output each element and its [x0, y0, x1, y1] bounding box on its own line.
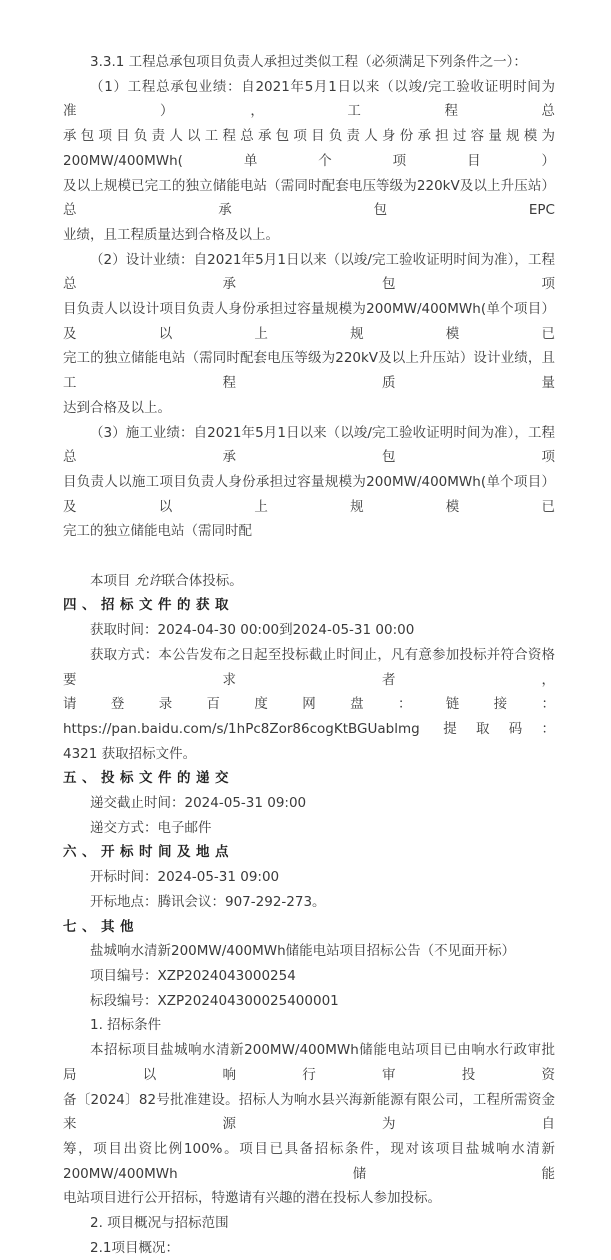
- submit-method-line: 递交方式：电子邮件: [90, 819, 212, 836]
- text-line: 目负责人以施工项目负责人身份承担过容量规模为200MW/400MWh(单个项目）及以上规模已: [63, 473, 555, 515]
- text-line: 完工的独立储能电站（需同时配: [63, 523, 252, 540]
- clause-3-3-1-line: 3.3.1 工程总承包项目负责人承担过类似工程（必须满足下列条件之一）：: [90, 54, 527, 70]
- project-overview-sub-line: 2.1项目概况：: [90, 1239, 179, 1256]
- submit-deadline-line: 递交截止时间：2024-05-31 09:00: [90, 795, 307, 812]
- text-line: 筹，项目出资比例100%。项目已具备招标条件，现对该项目盐城响水清新200MW/400MWh储能: [63, 1140, 555, 1182]
- bid-opening-location-line: 开标地点：腾讯会议：907-292-273。: [90, 893, 326, 910]
- text-line: 目负责人以设计项目负责人身份承担过容量规模为200MW/400MWh(单个项目）及以上规模已: [63, 301, 555, 342]
- text-line: 电站项目进行公开招标，特邀请有兴趣的潜在投标人参加投标。: [63, 1190, 441, 1207]
- text-line: 达到合格及以上。: [63, 399, 171, 416]
- text-line: 承包项目负责人以工程总承包项目负责人身份承担过容量规模为200MW/400MWh(单个项目）: [63, 128, 555, 169]
- section-6-heading: 六、开标时间及地点: [63, 844, 234, 861]
- project-overview-heading-line: 2. 项目概况与招标范围: [90, 1215, 229, 1232]
- section-4-heading: 四、招标文件的获取: [63, 597, 234, 614]
- tender-conditions-heading-line: 1. 招标条件: [90, 1017, 162, 1034]
- baidu-pan-link-line[interactable]: 请登录百度网盘：链接：https://pan.baidu.com/s/1hPc8Zor86cogKtBGUablmg 提取码：: [63, 696, 555, 737]
- text-line: 及以上规模已完工的独立储能电站（需同时配套电压等级为220kV及以上升压站）总承包EPC: [63, 177, 555, 219]
- emphasis-text: 允许: [134, 572, 162, 589]
- acquire-method-line: 获取方式：本公告发布之日起至投标截止时间止，凡有意参加投标并符合资格要求者，: [63, 646, 555, 688]
- acquire-time-line: 获取时间：2024-04-30 00:00到2024-05-31 00:00: [90, 622, 415, 639]
- text-line: 完工的独立储能电站（需同时配套电压等级为220kV及以上升压站）设计业绩，且工程质量: [63, 350, 555, 392]
- construction-performance-line: （3）施工业绩：自2021年5月1日以来（以竣/完工验收证明时间为准），工程总承包项: [63, 424, 555, 466]
- text-line: 备〔2024〕82号批准建设。招标人为响水县兴海新能源有限公司，工程所需资金来源为自: [63, 1091, 555, 1133]
- text-line: 本招标项目盐城响水清新200MW/400MWh储能电站项目已由响水行政审批局以响行审投资: [63, 1042, 555, 1083]
- text-line: 业绩，且工程质量达到合格及以上。: [63, 226, 279, 243]
- section-5-heading: 五、投标文件的递交: [63, 770, 234, 787]
- text-segment: 本项目: [90, 572, 135, 589]
- project-number-line: 项目编号：XZP2024043000254: [90, 968, 296, 984]
- design-performance-line: （2）设计业绩：自2021年5月1日以来（以竣/完工验收证明时间为准），工程总承包项: [63, 251, 555, 293]
- section-7-heading: 七、其他: [63, 918, 139, 935]
- blank-line: [63, 544, 555, 569]
- epc-performance-line: （1）工程总承包业绩：自2021年5月1日以来（以竣/完工验收证明时间为准），工程总: [63, 78, 555, 120]
- section-number-line: 标段编号：XZP202404300025400001: [90, 992, 339, 1009]
- announcement-title-line: 盐城响水清新200MW/400MWh储能电站项目招标公告（不见面开标）: [90, 943, 516, 960]
- consortium-bidding-line: [63, 569, 555, 594]
- bid-opening-time-line: 开标时间：2024-05-31 09:00: [90, 869, 280, 886]
- extraction-code-line: 4321 获取招标文件。: [63, 745, 197, 762]
- text-segment: 联合体投标。: [161, 572, 243, 589]
